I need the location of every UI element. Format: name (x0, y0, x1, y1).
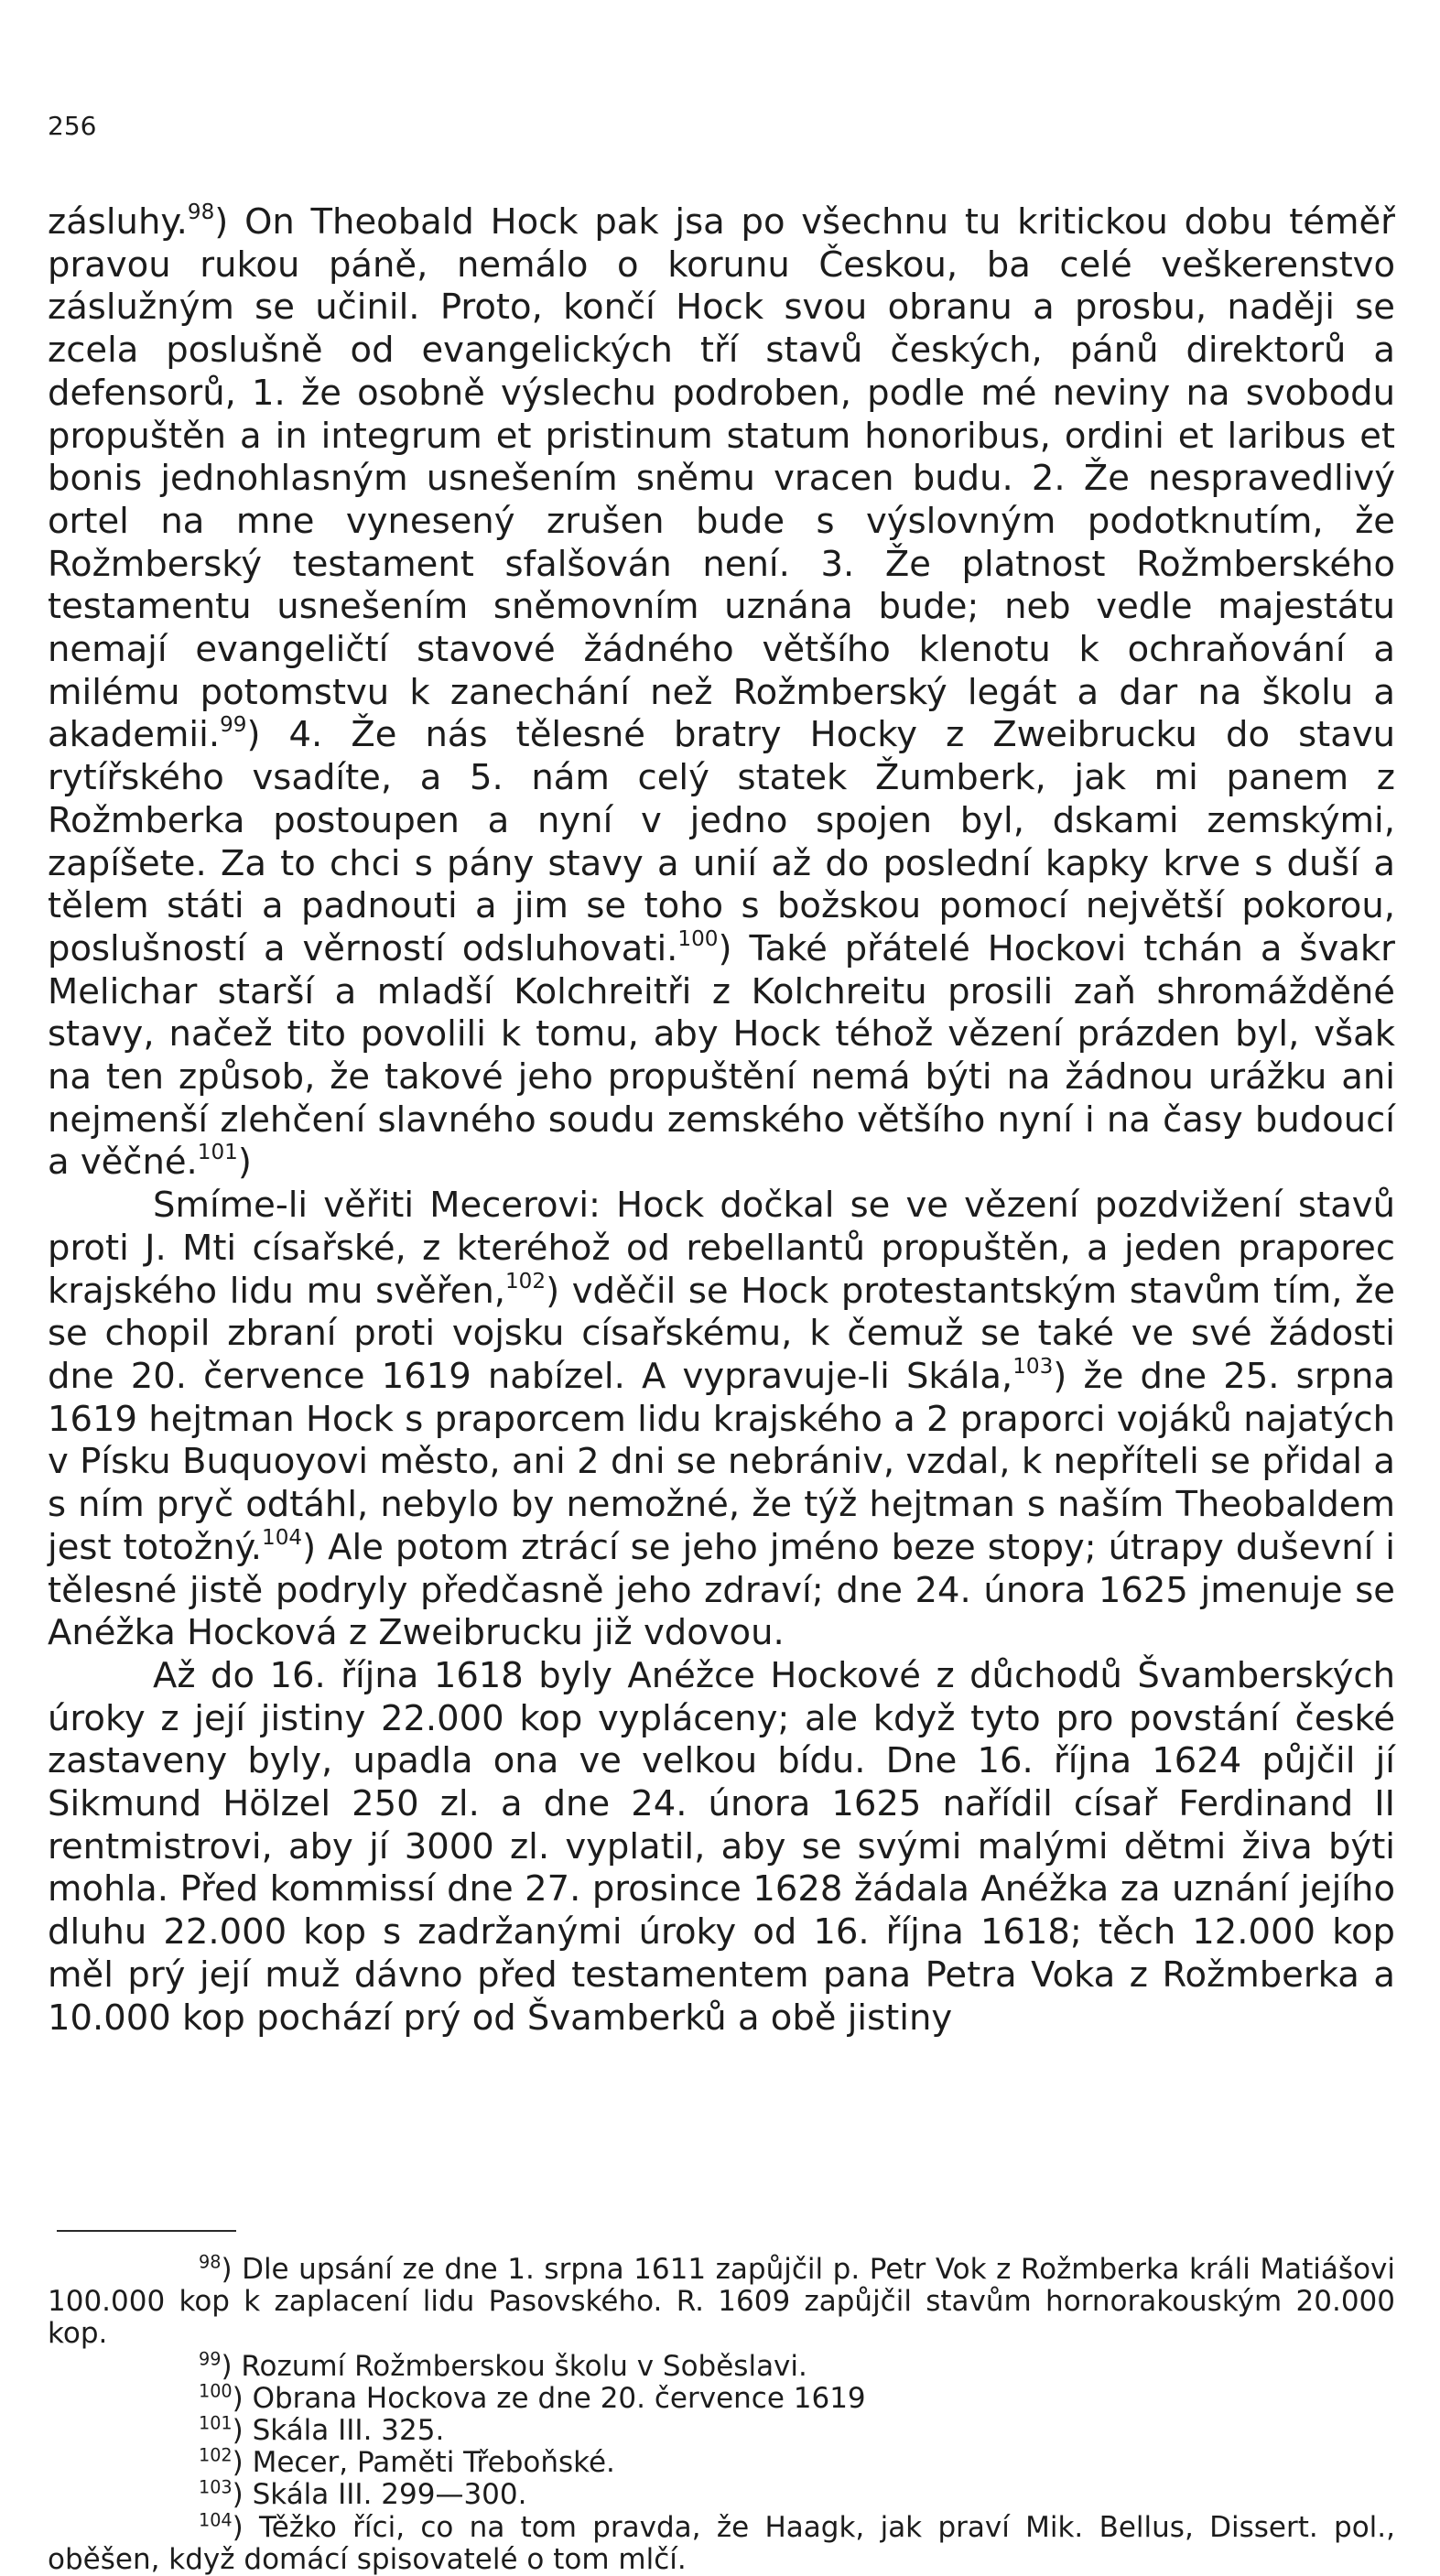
text-run: Smíme-li věřiti Mecerovi: Hock dočkal se ve vězení pozdvižení stavů proti J. Mti císařské, z kteréhož od rebellantů propuštěn, a jeden praporec krajského lidu mu svěřen, (48, 1185, 1395, 1312)
text-run: ) 4. Že nás tělesné bratry Hocky z Zweibrucku do stavu rytířského vsadíte, a 5. nám celý statek Žumberk, jak mi panem z Rožmberka postoupen a nyní v jedno spojen byl, dskami zemskými, zapíšete. Za to chci s pány stavy a unií až do poslední kapky krve s duší a tělem státi a padnouti a jim se toho s božskou pomocí největší pokorou, poslušností a věrností odsluhovati. (48, 714, 1395, 969)
page-number: 256 (48, 111, 97, 141)
footnote-ref[interactable]: 104 (262, 1525, 303, 1550)
footnote-ref[interactable]: 100 (677, 926, 719, 951)
text-run: ) že dne 25. srpna 1619 hejtman Hock s praporcem lidu krajského a 2 praporci vojáků najatých v Písku Buquoyovi město, ani 2 dni se nebrániv, vzdal, k nepříteli se přidal a s ním pryč odtáhl, nebylo by nemožné, že týž hejtman s naším Theobaldem jest totožný. (48, 1355, 1395, 1568)
text-run: zásluhy. (48, 201, 188, 243)
footnote (48, 2251, 1395, 2351)
footnote (48, 2444, 1395, 2480)
footnote-ref[interactable]: 102 (504, 1269, 547, 1293)
footnote-mark: 104 (199, 2509, 233, 2531)
footnote-mark: 98 (199, 2251, 222, 2273)
footnote-mark: 101 (199, 2412, 233, 2434)
body-text (48, 201, 1395, 2040)
footnote (48, 2380, 1395, 2415)
footnote-text: ) Těžko říci, co na tom pravda, že Haagk, jak praví Mik. Bellus, Dissert. pol., oběšen, když domácí spisovatelé o tom mlčí. (48, 2510, 1395, 2576)
footnote-mark: 103 (199, 2476, 233, 2498)
footnote (48, 2348, 1395, 2383)
footnote-text: ) Skála III. 299—300. (232, 2478, 527, 2512)
footnote-mark: 99 (199, 2348, 222, 2370)
footnote-divider (57, 2230, 236, 2232)
text-run: Až do 16. října 1618 byly Anéžce Hockové z důchodů Švamberských úroky z její jistiny 22.000 kop vypláceny; ale když tyto pro povstání české zastaveny byly, upadla ona ve velkou bídu. Dne 16. října 1624 půjčil jí Sikmund Hölzel 250 zl. a dne 24. února 1625 nařídil císař Ferdinand II rentmistrovi, aby jí 3000 zl. vyplatil, aby se svými malými dětmi živa býti mohla. Před kommissí dne 27. prosince 1628 žádala Anéžka za uznání jejího dluhu 22.000 kop s zadržanými úroky od 16. října 1618; těch 12.000 kop měl prý její muž dávno před testamentem pana Petra Voka z Rožmberka a 10.000 kop pochází prý od Švamberků a obě jistiny (48, 1654, 1395, 2039)
text-run: ) (237, 1142, 252, 1184)
paragraph (48, 1185, 1395, 1655)
text-run: ) Také přátelé Hockovi tchán a švakr Melichar starší a mladší Kolchreitři z Kolchreitu prosili zaň shromážděné stavy, načež tito povolili k tomu, aby Hock téhož vězení prázden byl, však na ten způsob, že takové jeho propuštění nemá býti na žádnou urážku ani nejmenší zlehčení slavného soudu zemského většího nyní i na časy budoucí a věčné. (48, 927, 1395, 1184)
footnote-mark: 100 (199, 2380, 233, 2402)
footnote-text: ) Dle upsání ze dne 1. srpna 1611 zapůjčil p. Petr Vok z Rožmberka králi Matiášovi 100.000 kop k zaplacení lidu Pasovského. R. 1609 zapůjčil stavům hornorakouským 20.000 kop. (48, 2253, 1395, 2351)
footnote-ref[interactable]: 99 (220, 713, 247, 738)
text-run: ) Ale potom ztrácí se jeho jméno beze stopy; útrapy duševní i tělesné jistě podryly předčasně jeho zdraví; dne 24. února 1625 jmenuje se Anéžka Hocková z Zweibrucku již vdovou. (48, 1526, 1396, 1654)
paragraph (48, 1655, 1395, 2040)
text-run: ) On Theobald Hock pak jsa po všechnu tu kritickou dobu téměř pravou rukou páně, nemálo o korunu Českou, ba celé veškerenstvo záslužným se učinil. Proto, končí Hock svou obranu a prosbu, naději se zcela poslušně od evangelických tří stavů českých, pánů direktorů a defensorů, 1. že osobně výslechu podroben, podle mé neviny na svobodu propuštěn a in integrum et pristinum statum honoribus, ordini et laribus et bonis jednohlasným usnešením sněmu vracen budu. 2. Že nespravedlivý ortel na mne vynesený zrušen bude s výslovným podotknutím, že Rožmberský testament sfalšován není. 3. Že platnost Rožmberského testamentu usnešením sněmovním uznána bude; neb vedle majestátu nemají evangeličtí stavové žádného většího klenotu k ochraňování a milému potomstvu k zanechání než Rožmberský legát a dar na školu a akademii. (48, 201, 1395, 756)
footnote (48, 2509, 1395, 2576)
footnote-mark: 102 (199, 2444, 233, 2466)
footnote-text: ) Rozumí Rožmberskou školu v Soběslavi. (221, 2349, 807, 2383)
footnote-ref[interactable]: 103 (1012, 1354, 1054, 1379)
text-run: ) vděčil se Hock protestantským stavům tím, že se chopil zbraní proti vojsku císařskému, k čemuž se také ve své žádosti dne 20. července 1619 nabízel. A vypravuje-li Skála, (48, 1270, 1395, 1397)
footnote (48, 2412, 1395, 2448)
footnote-text: ) Obrana Hockova ze dne 20. července 1619 (232, 2381, 866, 2415)
footnotes (48, 2251, 1395, 2576)
footnote (48, 2476, 1395, 2512)
footnote-text: ) Mecer, Paměti Třeboňské. (232, 2446, 615, 2480)
footnote-text: ) Skála III. 325. (232, 2414, 445, 2448)
paragraph (48, 201, 1395, 1185)
footnote-ref[interactable]: 101 (197, 1141, 238, 1165)
footnote-ref[interactable]: 98 (187, 200, 215, 224)
